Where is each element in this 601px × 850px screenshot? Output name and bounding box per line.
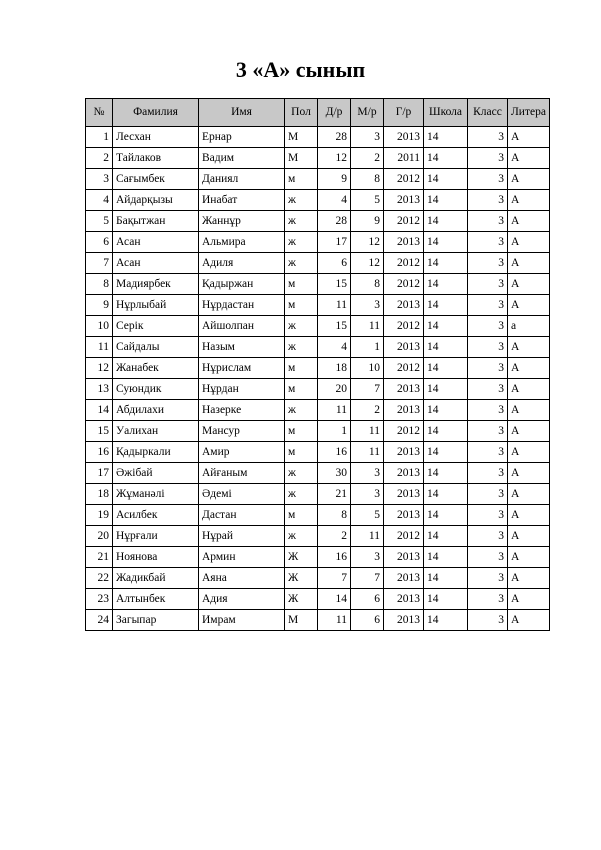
cell-name: Адиля [199, 253, 285, 274]
cell-name: Дастан [199, 505, 285, 526]
cell-birth-day: 11 [318, 400, 351, 421]
cell-letter: А [508, 190, 550, 211]
cell-surname: Абдилахи [113, 400, 199, 421]
cell-birth-day: 16 [318, 442, 351, 463]
table-row [86, 211, 550, 232]
table-row [86, 526, 550, 547]
cell-surname: Лесхан [113, 127, 199, 148]
table-row [86, 169, 550, 190]
cell-birth-year: 2013 [384, 610, 424, 631]
cell-birth-day: 11 [318, 295, 351, 316]
cell-birth-year: 2012 [384, 169, 424, 190]
cell-birth-month: 2 [351, 148, 384, 169]
cell-number: 6 [86, 232, 113, 253]
cell-birth-year: 2012 [384, 274, 424, 295]
table-row [86, 400, 550, 421]
cell-name: Амир [199, 442, 285, 463]
cell-surname: Асилбек [113, 505, 199, 526]
cell-birth-year: 2013 [384, 547, 424, 568]
cell-birth-day: 4 [318, 337, 351, 358]
cell-school: 14 [424, 190, 468, 211]
cell-gender: ж [285, 463, 318, 484]
cell-letter: А [508, 169, 550, 190]
table-row [86, 568, 550, 589]
cell-birth-day: 9 [318, 169, 351, 190]
cell-gender: ж [285, 337, 318, 358]
cell-surname: Жадикбай [113, 568, 199, 589]
cell-school: 14 [424, 400, 468, 421]
cell-gender: ж [285, 526, 318, 547]
column-header-birth-day: Д/р [318, 99, 351, 127]
cell-gender: м [285, 274, 318, 295]
cell-class: 3 [468, 295, 508, 316]
table-row [86, 547, 550, 568]
cell-surname: Асан [113, 253, 199, 274]
table-row [86, 421, 550, 442]
cell-surname: Сағымбек [113, 169, 199, 190]
cell-number: 24 [86, 610, 113, 631]
cell-surname: Нұрғали [113, 526, 199, 547]
cell-surname: Серік [113, 316, 199, 337]
table-row [86, 190, 550, 211]
cell-birth-day: 21 [318, 484, 351, 505]
cell-surname: Асан [113, 232, 199, 253]
cell-surname: Қадыркали [113, 442, 199, 463]
cell-name: Инабат [199, 190, 285, 211]
table-row [86, 274, 550, 295]
cell-birth-year: 2012 [384, 253, 424, 274]
cell-birth-day: 15 [318, 316, 351, 337]
cell-gender: М [285, 610, 318, 631]
cell-birth-day: 28 [318, 127, 351, 148]
cell-class: 3 [468, 400, 508, 421]
cell-birth-month: 5 [351, 505, 384, 526]
cell-birth-month: 3 [351, 295, 384, 316]
cell-name: Қадыржан [199, 274, 285, 295]
cell-birth-month: 9 [351, 211, 384, 232]
cell-birth-year: 2013 [384, 484, 424, 505]
cell-number: 22 [86, 568, 113, 589]
cell-surname: Әжібай [113, 463, 199, 484]
cell-number: 14 [86, 400, 113, 421]
cell-gender: ж [285, 316, 318, 337]
cell-school: 14 [424, 148, 468, 169]
cell-surname: Загыпар [113, 610, 199, 631]
cell-school: 14 [424, 568, 468, 589]
cell-class: 3 [468, 421, 508, 442]
cell-number: 9 [86, 295, 113, 316]
cell-birth-day: 8 [318, 505, 351, 526]
cell-name: Альмира [199, 232, 285, 253]
cell-birth-month: 8 [351, 169, 384, 190]
cell-number: 23 [86, 589, 113, 610]
cell-birth-year: 2013 [384, 400, 424, 421]
cell-name: Ернар [199, 127, 285, 148]
cell-birth-month: 12 [351, 253, 384, 274]
cell-surname: Жұманәлі [113, 484, 199, 505]
table-row [86, 295, 550, 316]
cell-school: 14 [424, 505, 468, 526]
cell-school: 14 [424, 484, 468, 505]
cell-number: 1 [86, 127, 113, 148]
cell-class: 3 [468, 232, 508, 253]
cell-birth-day: 2 [318, 526, 351, 547]
column-header-class: Класс [468, 99, 508, 127]
cell-name: Назерке [199, 400, 285, 421]
cell-school: 14 [424, 379, 468, 400]
cell-school: 14 [424, 337, 468, 358]
cell-letter: А [508, 484, 550, 505]
cell-number: 16 [86, 442, 113, 463]
cell-class: 3 [468, 568, 508, 589]
cell-name: Мансур [199, 421, 285, 442]
cell-gender: ж [285, 484, 318, 505]
cell-letter: А [508, 547, 550, 568]
cell-birth-month: 11 [351, 442, 384, 463]
cell-letter: А [508, 442, 550, 463]
cell-gender: ж [285, 253, 318, 274]
cell-birth-month: 11 [351, 316, 384, 337]
cell-number: 19 [86, 505, 113, 526]
cell-birth-year: 2013 [384, 337, 424, 358]
column-header-name: Имя [199, 99, 285, 127]
cell-letter: А [508, 358, 550, 379]
cell-birth-month: 11 [351, 526, 384, 547]
cell-surname: Суюндик [113, 379, 199, 400]
cell-surname: Уалихан [113, 421, 199, 442]
cell-birth-month: 11 [351, 421, 384, 442]
cell-birth-year: 2013 [384, 589, 424, 610]
cell-letter: А [508, 253, 550, 274]
cell-class: 3 [468, 274, 508, 295]
cell-name: Нұрай [199, 526, 285, 547]
cell-class: 3 [468, 547, 508, 568]
cell-class: 3 [468, 442, 508, 463]
cell-number: 18 [86, 484, 113, 505]
cell-birth-day: 17 [318, 232, 351, 253]
cell-birth-month: 1 [351, 337, 384, 358]
cell-letter: А [508, 505, 550, 526]
cell-birth-day: 28 [318, 211, 351, 232]
header-row [86, 99, 550, 127]
cell-school: 14 [424, 442, 468, 463]
cell-letter: А [508, 211, 550, 232]
cell-gender: Ж [285, 568, 318, 589]
cell-birth-day: 20 [318, 379, 351, 400]
cell-gender: Ж [285, 589, 318, 610]
cell-class: 3 [468, 127, 508, 148]
table-row [86, 127, 550, 148]
cell-number: 12 [86, 358, 113, 379]
cell-class: 3 [468, 169, 508, 190]
cell-school: 14 [424, 274, 468, 295]
cell-number: 2 [86, 148, 113, 169]
cell-letter: А [508, 610, 550, 631]
cell-number: 21 [86, 547, 113, 568]
column-header-school: Школа [424, 99, 468, 127]
cell-birth-day: 12 [318, 148, 351, 169]
cell-name: Нұрислам [199, 358, 285, 379]
cell-surname: Айдарқызы [113, 190, 199, 211]
cell-class: 3 [468, 526, 508, 547]
cell-birth-month: 3 [351, 484, 384, 505]
cell-name: Әдемі [199, 484, 285, 505]
cell-class: 3 [468, 211, 508, 232]
table-row [86, 358, 550, 379]
cell-name: Армин [199, 547, 285, 568]
cell-surname: Нұрлыбай [113, 295, 199, 316]
cell-surname: Мадиярбек [113, 274, 199, 295]
cell-letter: А [508, 568, 550, 589]
cell-birth-month: 12 [351, 232, 384, 253]
cell-birth-day: 6 [318, 253, 351, 274]
cell-letter: А [508, 127, 550, 148]
cell-letter: а [508, 316, 550, 337]
cell-birth-month: 3 [351, 127, 384, 148]
table-row [86, 253, 550, 274]
cell-gender: ж [285, 400, 318, 421]
cell-name: Айғаным [199, 463, 285, 484]
cell-birth-year: 2013 [384, 379, 424, 400]
cell-birth-month: 8 [351, 274, 384, 295]
cell-letter: А [508, 400, 550, 421]
cell-name: Адия [199, 589, 285, 610]
cell-number: 10 [86, 316, 113, 337]
cell-school: 14 [424, 589, 468, 610]
cell-school: 14 [424, 169, 468, 190]
cell-number: 5 [86, 211, 113, 232]
cell-name: Нұрдан [199, 379, 285, 400]
cell-letter: А [508, 589, 550, 610]
cell-school: 14 [424, 295, 468, 316]
cell-birth-day: 7 [318, 568, 351, 589]
cell-number: 8 [86, 274, 113, 295]
page-title: 3 «А» сынып [235, 57, 366, 82]
cell-birth-year: 2013 [384, 190, 424, 211]
table-row [86, 505, 550, 526]
cell-school: 14 [424, 358, 468, 379]
cell-birth-year: 2012 [384, 316, 424, 337]
cell-gender: М [285, 148, 318, 169]
cell-gender: м [285, 169, 318, 190]
cell-school: 14 [424, 211, 468, 232]
cell-surname: Бақытжан [113, 211, 199, 232]
table-row [86, 148, 550, 169]
cell-birth-day: 4 [318, 190, 351, 211]
cell-class: 3 [468, 484, 508, 505]
cell-name: Вадим [199, 148, 285, 169]
cell-number: 20 [86, 526, 113, 547]
column-header-birth-year: Г/р [384, 99, 424, 127]
cell-school: 14 [424, 463, 468, 484]
cell-surname: Жанабек [113, 358, 199, 379]
cell-birth-month: 10 [351, 358, 384, 379]
table-row [86, 316, 550, 337]
cell-name: Жаннұр [199, 211, 285, 232]
cell-birth-year: 2013 [384, 463, 424, 484]
cell-number: 13 [86, 379, 113, 400]
cell-surname: Алтынбек [113, 589, 199, 610]
column-header-letter: Литера [508, 99, 550, 127]
cell-school: 14 [424, 316, 468, 337]
cell-school: 14 [424, 127, 468, 148]
cell-surname: Сайдалы [113, 337, 199, 358]
cell-birth-day: 18 [318, 358, 351, 379]
column-header-birth-month: М/р [351, 99, 384, 127]
student-roster-table [85, 98, 550, 631]
cell-birth-year: 2013 [384, 505, 424, 526]
cell-letter: А [508, 463, 550, 484]
cell-school: 14 [424, 253, 468, 274]
cell-name: Аяна [199, 568, 285, 589]
cell-name: Айшолпан [199, 316, 285, 337]
cell-birth-year: 2013 [384, 127, 424, 148]
table-row [86, 442, 550, 463]
table-row [86, 337, 550, 358]
cell-birth-day: 15 [318, 274, 351, 295]
cell-class: 3 [468, 190, 508, 211]
cell-gender: ж [285, 211, 318, 232]
cell-letter: А [508, 337, 550, 358]
cell-school: 14 [424, 421, 468, 442]
cell-name: Даниял [199, 169, 285, 190]
table-row [86, 232, 550, 253]
cell-gender: ж [285, 232, 318, 253]
table-row [86, 484, 550, 505]
cell-class: 3 [468, 337, 508, 358]
cell-number: 15 [86, 421, 113, 442]
table-row [86, 463, 550, 484]
cell-class: 3 [468, 148, 508, 169]
cell-name: Нұрдастан [199, 295, 285, 316]
cell-school: 14 [424, 232, 468, 253]
cell-birth-month: 7 [351, 568, 384, 589]
cell-birth-day: 30 [318, 463, 351, 484]
cell-birth-month: 6 [351, 589, 384, 610]
cell-letter: А [508, 274, 550, 295]
cell-name: Назым [199, 337, 285, 358]
cell-birth-year: 2012 [384, 211, 424, 232]
cell-gender: ж [285, 190, 318, 211]
cell-birth-year: 2012 [384, 358, 424, 379]
cell-surname: Ноянова [113, 547, 199, 568]
cell-gender: м [285, 379, 318, 400]
cell-gender: м [285, 442, 318, 463]
cell-gender: м [285, 505, 318, 526]
cell-birth-year: 2011 [384, 148, 424, 169]
cell-birth-day: 14 [318, 589, 351, 610]
cell-class: 3 [468, 463, 508, 484]
cell-birth-year: 2012 [384, 526, 424, 547]
cell-birth-year: 2013 [384, 568, 424, 589]
cell-gender: м [285, 421, 318, 442]
cell-gender: м [285, 358, 318, 379]
cell-letter: А [508, 148, 550, 169]
cell-birth-month: 6 [351, 610, 384, 631]
column-header-surname: Фамилия [113, 99, 199, 127]
cell-class: 3 [468, 610, 508, 631]
cell-school: 14 [424, 526, 468, 547]
cell-birth-year: 2013 [384, 232, 424, 253]
cell-birth-month: 3 [351, 547, 384, 568]
cell-birth-year: 2013 [384, 442, 424, 463]
roster-body [86, 127, 550, 631]
cell-number: 3 [86, 169, 113, 190]
cell-gender: м [285, 295, 318, 316]
cell-class: 3 [468, 358, 508, 379]
cell-gender: М [285, 127, 318, 148]
cell-surname: Тайлаков [113, 148, 199, 169]
cell-birth-month: 7 [351, 379, 384, 400]
cell-letter: А [508, 295, 550, 316]
table-row [86, 379, 550, 400]
cell-class: 3 [468, 316, 508, 337]
cell-number: 11 [86, 337, 113, 358]
cell-class: 3 [468, 253, 508, 274]
cell-letter: А [508, 379, 550, 400]
cell-birth-month: 2 [351, 400, 384, 421]
cell-name: Имрам [199, 610, 285, 631]
cell-number: 7 [86, 253, 113, 274]
cell-letter: А [508, 421, 550, 442]
cell-class: 3 [468, 379, 508, 400]
cell-birth-month: 5 [351, 190, 384, 211]
cell-birth-day: 16 [318, 547, 351, 568]
cell-letter: А [508, 526, 550, 547]
cell-birth-year: 2012 [384, 421, 424, 442]
table-row [86, 589, 550, 610]
cell-class: 3 [468, 589, 508, 610]
column-header-gender: Пол [285, 99, 318, 127]
cell-birth-month: 3 [351, 463, 384, 484]
cell-birth-day: 1 [318, 421, 351, 442]
cell-class: 3 [468, 505, 508, 526]
cell-number: 17 [86, 463, 113, 484]
cell-birth-day: 11 [318, 610, 351, 631]
cell-birth-year: 2013 [384, 295, 424, 316]
table-row [86, 610, 550, 631]
cell-school: 14 [424, 547, 468, 568]
column-header-number: № [86, 99, 113, 127]
cell-school: 14 [424, 610, 468, 631]
cell-number: 4 [86, 190, 113, 211]
cell-letter: А [508, 232, 550, 253]
cell-gender: Ж [285, 547, 318, 568]
